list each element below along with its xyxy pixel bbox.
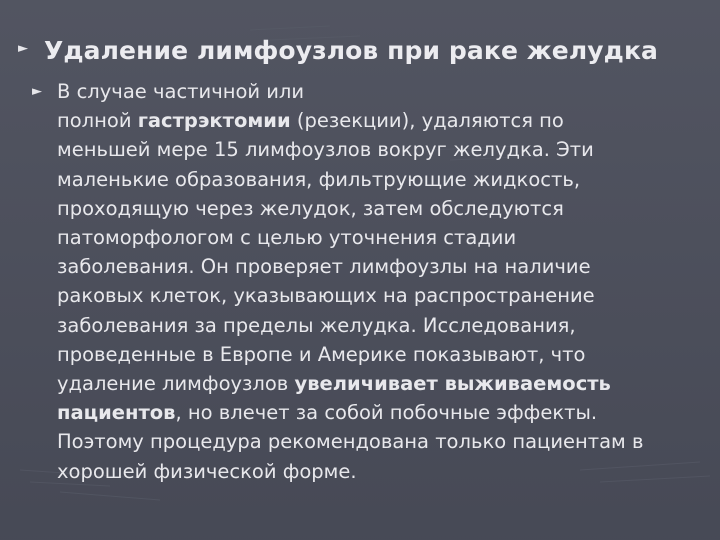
- paragraph-line: [57, 106, 687, 135]
- emphasis-text: гастрэктомии: [137, 109, 291, 133]
- slide-title: Удаление лимфоузлов при раке желудка: [44, 36, 658, 65]
- text-segment: (резекции), удаляются по: [290, 109, 564, 133]
- text-segment: Поэтому процедура рекомендована только пациентам в: [57, 430, 644, 454]
- paragraph-line: [57, 252, 687, 281]
- paragraph-line: [57, 194, 687, 223]
- text-segment: заболевания за пределы желудка. Исследования,: [57, 313, 576, 337]
- text-segment: заболевания. Он проверяет лимфоузлы на наличие: [57, 255, 591, 279]
- paragraph-line: [57, 427, 687, 456]
- paragraph-line: [57, 311, 687, 340]
- text-segment: меньшей мере 15 лимфоузлов вокруг желудка. Эти: [57, 138, 594, 162]
- paragraph-line: [57, 77, 687, 106]
- text-segment: удаление лимфоузлов: [57, 372, 295, 396]
- emphasis-text: увеличивает выживаемость: [294, 372, 611, 396]
- paragraph-line: [57, 369, 687, 398]
- title-bullet-icon: ►: [18, 41, 28, 56]
- text-segment: , но влечет за собой побочные эффекты.: [175, 401, 598, 425]
- paragraph-line: [57, 457, 687, 486]
- text-segment: раковых клеток, указывающих на распространение: [57, 284, 595, 308]
- paragraph-line: [57, 281, 687, 310]
- emphasis-text: пациентов: [57, 401, 176, 425]
- paragraph-line: [57, 135, 687, 164]
- text-segment: проходящую через желудок, затем обследуются: [57, 196, 564, 220]
- text-segment: хорошей физической форме.: [57, 459, 357, 483]
- paragraph-line: [57, 398, 687, 427]
- paragraph-line: [57, 223, 687, 252]
- text-segment: патоморфологом с целью уточнения стадии: [57, 226, 517, 250]
- body-paragraph: [57, 77, 687, 486]
- paragraph-line: [57, 340, 687, 369]
- body-bullet: [32, 77, 687, 486]
- text-segment: проведенные в Европе и Америке показывают, что: [57, 342, 586, 366]
- text-segment: маленькие образования, фильтрующие жидкость,: [57, 167, 581, 191]
- text-segment: В случае частичной или: [57, 80, 305, 103]
- text-segment: полной: [57, 109, 138, 133]
- title-row: [18, 36, 658, 66]
- body-bullet-icon: ►: [32, 84, 42, 99]
- paragraph-line: [57, 165, 687, 194]
